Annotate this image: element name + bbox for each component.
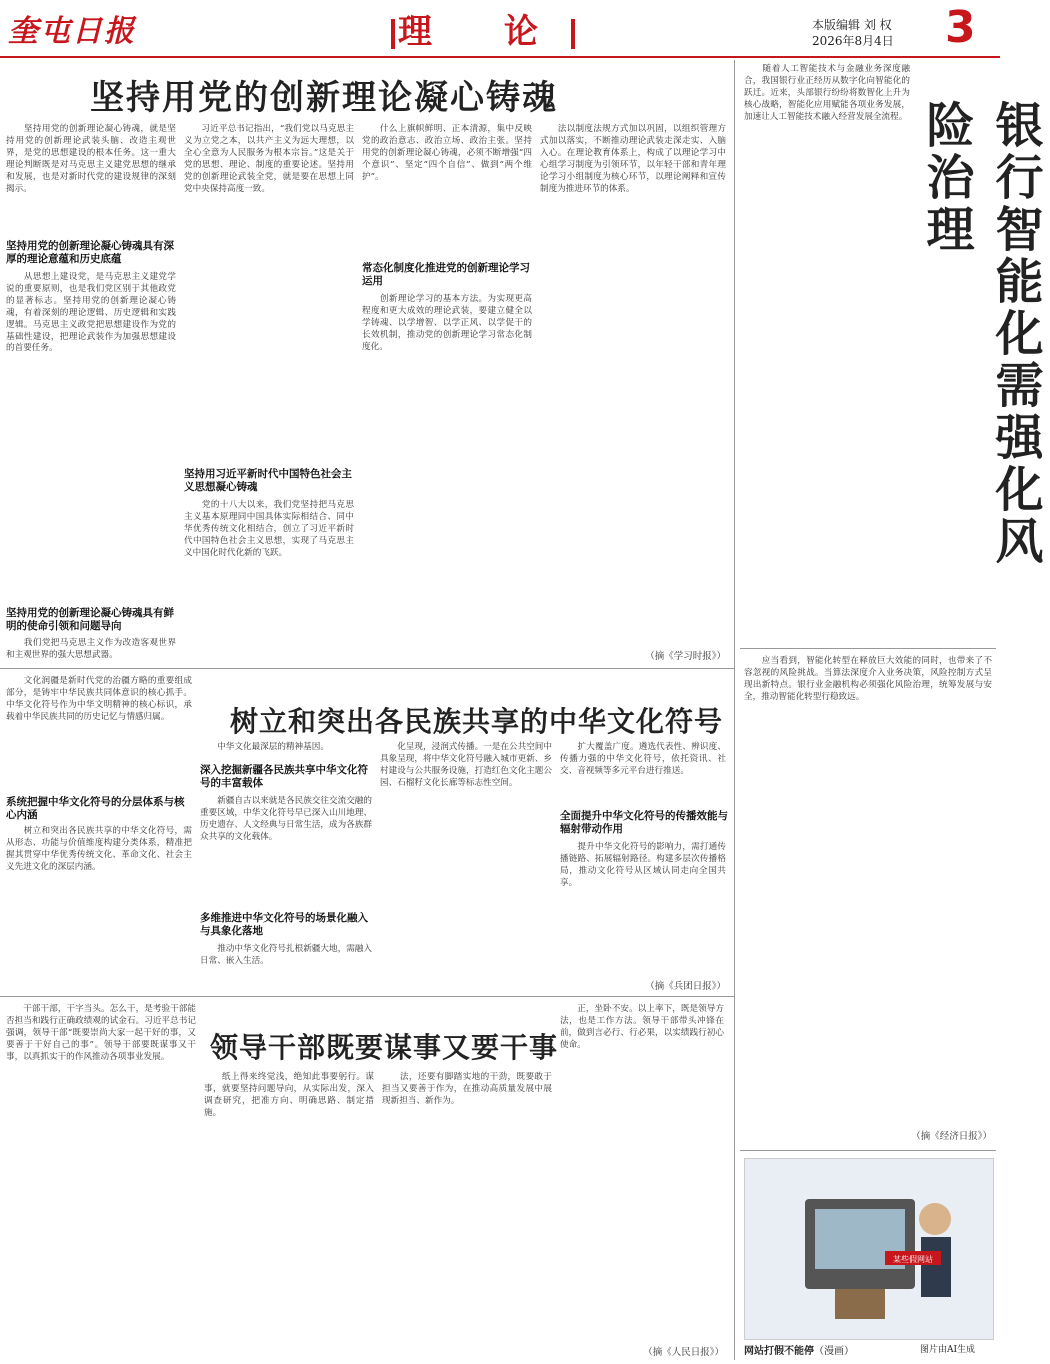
- section-label: 理 论: [398, 12, 568, 52]
- issue-date: 2026年8月4日: [812, 34, 894, 48]
- article3-source: （摘《人民日报》）: [643, 1347, 724, 1358]
- article3-col2-text: 纸上得来终觉浅，绝知此事要躬行。谋事，就要坚持问题导向，从实际出发，深入调查研究，把准方向、明确思路、制定措施。: [204, 1072, 374, 1118]
- article2-col4-text-2: 提升中华文化符号的影响力，需打通传播链路、拓展辐射路径。构建多层次传播格局，推动文化符号从区域认同走向全国共享。: [560, 842, 726, 888]
- article1-title: 坚持用党的创新理论凝心铸魂: [90, 78, 558, 118]
- article1-col2-text: 习近平总书记指出，“我们党以马克思主义为立党之本，以共产主义为远大理想，以全心全意为人民服务为根本宗旨。”这是关于党的思想、理论、制度的重要论述。坚持用党的创新理论武装全党，就是要在思想上同党中央保持高度一致。: [184, 124, 354, 194]
- article2-subhead-1: 系统把握中华文化符号的分层体系与核心内涵: [6, 796, 185, 821]
- article3-col3-text: 法，还要有脚踏实地的干劲，既要敢于担当又要善于作为，在推动高质量发展中展现新担当、新作为。: [382, 1072, 552, 1106]
- cartoon-credit: （漫画）: [814, 1346, 854, 1357]
- cartoon-sign: 某些假网站: [893, 1255, 933, 1264]
- cartoon-image: [744, 1158, 994, 1340]
- article2-col2-text: 中华文化最深层的精神基因。: [200, 742, 329, 752]
- article3-title: 领导干部既要谋事又要干事: [210, 1031, 559, 1064]
- article3-col1-text: 干部干部，干字当头。怎么干，是考验干部能否担当和践行正确政绩观的试金石。习近平总书记强调，领导干部“既要崇尚大家一起干好的事，又要善于干好自己的事”。领导干部要既谋事又干事，以真抓实干的作风推动各项事业发展。: [6, 1004, 196, 1062]
- article2-subhead-3: 多维推进中华文化符号的场景化融入与具象化落地: [200, 912, 368, 937]
- article1-subhead-3: 常态化制度化推进党的创新理论学习运用: [362, 262, 530, 287]
- article2-subhead-4: 全面提升中华文化符号的传播效能与辐射带动作用: [560, 810, 728, 835]
- article2-col1-text: 文化润疆是新时代党的治疆方略的重要组成部分，是铸牢中华民族共同体意识的核心抓手。中华文化符号作为中华文明精神的核心标识，承载着中华民族共同的历史记忆与情感归属。: [6, 676, 192, 722]
- section-title: [388, 4, 578, 53]
- article2-source: （摘《兵团日报》）: [645, 981, 726, 992]
- section-bar-left: [391, 19, 395, 49]
- cartoon-illustration: [745, 1159, 993, 1339]
- article1-subhead-4: 坚持用习近平新时代中国特色社会主义思想凝心铸魂: [184, 468, 352, 493]
- article4-bottom-rule: [740, 1150, 996, 1151]
- article2-subhead-2: 深入挖掘新疆各民族共享中华文化符号的丰富载体: [200, 764, 368, 789]
- article1-col1-text: 坚持用党的创新理论凝心铸魂，就是坚持用党的创新理论武装头脑、改造主观世界，是党的思想建设的根本任务。这一重大理论判断既是对马克思主义建党思想的继承和发展，也是对新时代党的建设规律的深刻揭示。: [6, 124, 176, 194]
- article2-col2-text-3: 推动中华文化符号扎根新疆大地，需融入日常、嵌入生活。: [200, 944, 372, 966]
- article2-col2-text-2: 新疆自古以来就是各民族交往交流交融的重要区域，中华文化符号早已深入山川地理、历史遗存、人文经典与日常生活，成为各族群众共享的文化载体。: [200, 796, 372, 842]
- article2-col4-text: 扩大覆盖广度。遴选代表性、辨识度、传播力强的中华文化符号，依托资讯、社交、音视频等多元平台进行推送。: [560, 742, 726, 776]
- article2-bottom-rule: [0, 996, 734, 997]
- column-divider: [734, 60, 735, 1360]
- article1-col1-text-2: 从思想上建设党，是马克思主义建党学说的重要原则，也是我们党区别于其他政党的显著标志。坚持用党的创新理论凝心铸魂，有着深刻的理论逻辑、历史逻辑和实践逻辑。马克思主义政党把思想建设作为党的基础性建设，把理论武装作为加强思想建设的首要任务。: [6, 272, 176, 354]
- article1-col3-text-2: 创新理论学习的基本方法。为实现更高程度和更大成效的理论武装，要建立健全以学铸魂、以学增智、以学正风、以学促干的长效机制，推动党的创新理论学习常态化制度化。: [362, 294, 532, 352]
- article1-col1-text-3: 我们党把马克思主义作为改造客观世界和主观世界的强大思想武器。: [6, 638, 176, 660]
- article1-subhead-2: 坚持用党的创新理论凝心铸魂具有鲜明的使命引领和问题导向: [6, 607, 174, 632]
- article4-source: （摘《经济日报》）: [911, 1131, 992, 1142]
- page-editor: 本版编辑 刘 权: [812, 18, 892, 32]
- article3-col4-text: 正，坐卧不安。以上率下，既是领导方法，也是工作方法。领导干部带头冲锋在前，做到言必行、行必果，以实绩践行初心使命。: [560, 1004, 724, 1050]
- article1-subhead-1: 坚持用党的创新理论凝心铸魂具有深厚的理论意蕴和历史底蕴: [6, 240, 174, 265]
- masthead-rule: [0, 56, 1000, 58]
- newspaper-logo: 奎屯日报: [8, 14, 136, 49]
- article4-top-text: 随着人工智能技术与金融业务深度融合，我国银行业正经历从数字化向智能化的跃迁。近来，头部银行纷纷将数智化上升为核心战略，智能化应用赋能各项业务发展，加速让人工智能技术融入经营发展全流程。: [744, 64, 910, 122]
- article4-mid-rule: [740, 648, 996, 649]
- article1-bottom-rule: [0, 668, 734, 669]
- article4-bottom-text: 应当看到，智能化转型在释放巨大效能的同时，也带来了不容忽视的风险挑战。当算法深度介入业务决策，风险控制方式呈现出新特点。银行业金融机构必须强化风险治理，统筹发展与安全，推动智能化转型行稳致远。: [744, 656, 992, 702]
- article4-title: 银行智能化需强化风险治理: [918, 100, 1043, 568]
- article2-col1-text-2: 树立和突出各民族共享的中华文化符号，需从形态、功能与价值维度构建分类体系，精准把握其贯穿中华优秀传统文化、革命文化、社会主义先进文化的深层内涵。: [6, 826, 192, 872]
- article1-source: （摘《学习时报》）: [645, 651, 726, 662]
- article1-col2-text-2: 党的十八大以来，我们党坚持把马克思主义基本原理同中国具体实际相结合、同中华优秀传统文化相结合，创立了习近平新时代中国特色社会主义思想，实现了马克思主义中国化时代化新的飞跃。: [184, 500, 354, 558]
- article1-col4-text: 法以制度法规方式加以巩固，以组织管理方式加以落实，不断推动理论武装走深走实、入脑入心。在理论教育体系上，构成了以理论学习中心组学习制度为引领环节，以年轻干部和青年理论学习小组制度为核心环节，以理论阐释和宣传制度为推进环节的体系。: [540, 124, 726, 194]
- page-number: 3: [945, 2, 976, 53]
- article2-title: 树立和突出各民族共享的中华文化符号: [230, 705, 724, 738]
- photo-credit: 图片由AI生成: [920, 1345, 976, 1355]
- section-bar-right: [571, 19, 575, 49]
- cartoon-caption-text: 网站打假不能停: [744, 1346, 814, 1357]
- article1-col3-text: 什么上旗帜鲜明、正本清源，集中反映党的政治意志、政治立场、政治主张。坚持用党的创新理论凝心铸魂，必须不断增强“四个意识”、坚定“四个自信”、做到“两个维护”。: [362, 124, 532, 182]
- article2-col3-text: 化呈现，浸润式传播。一是在公共空间中具象呈现，将中华文化符号融入城市更新、乡村建设与公共服务设施，打造红色文化主题公园、石榴籽文化长廊等标志性空间。: [380, 742, 552, 788]
- cartoon-caption: [744, 1342, 854, 1357]
